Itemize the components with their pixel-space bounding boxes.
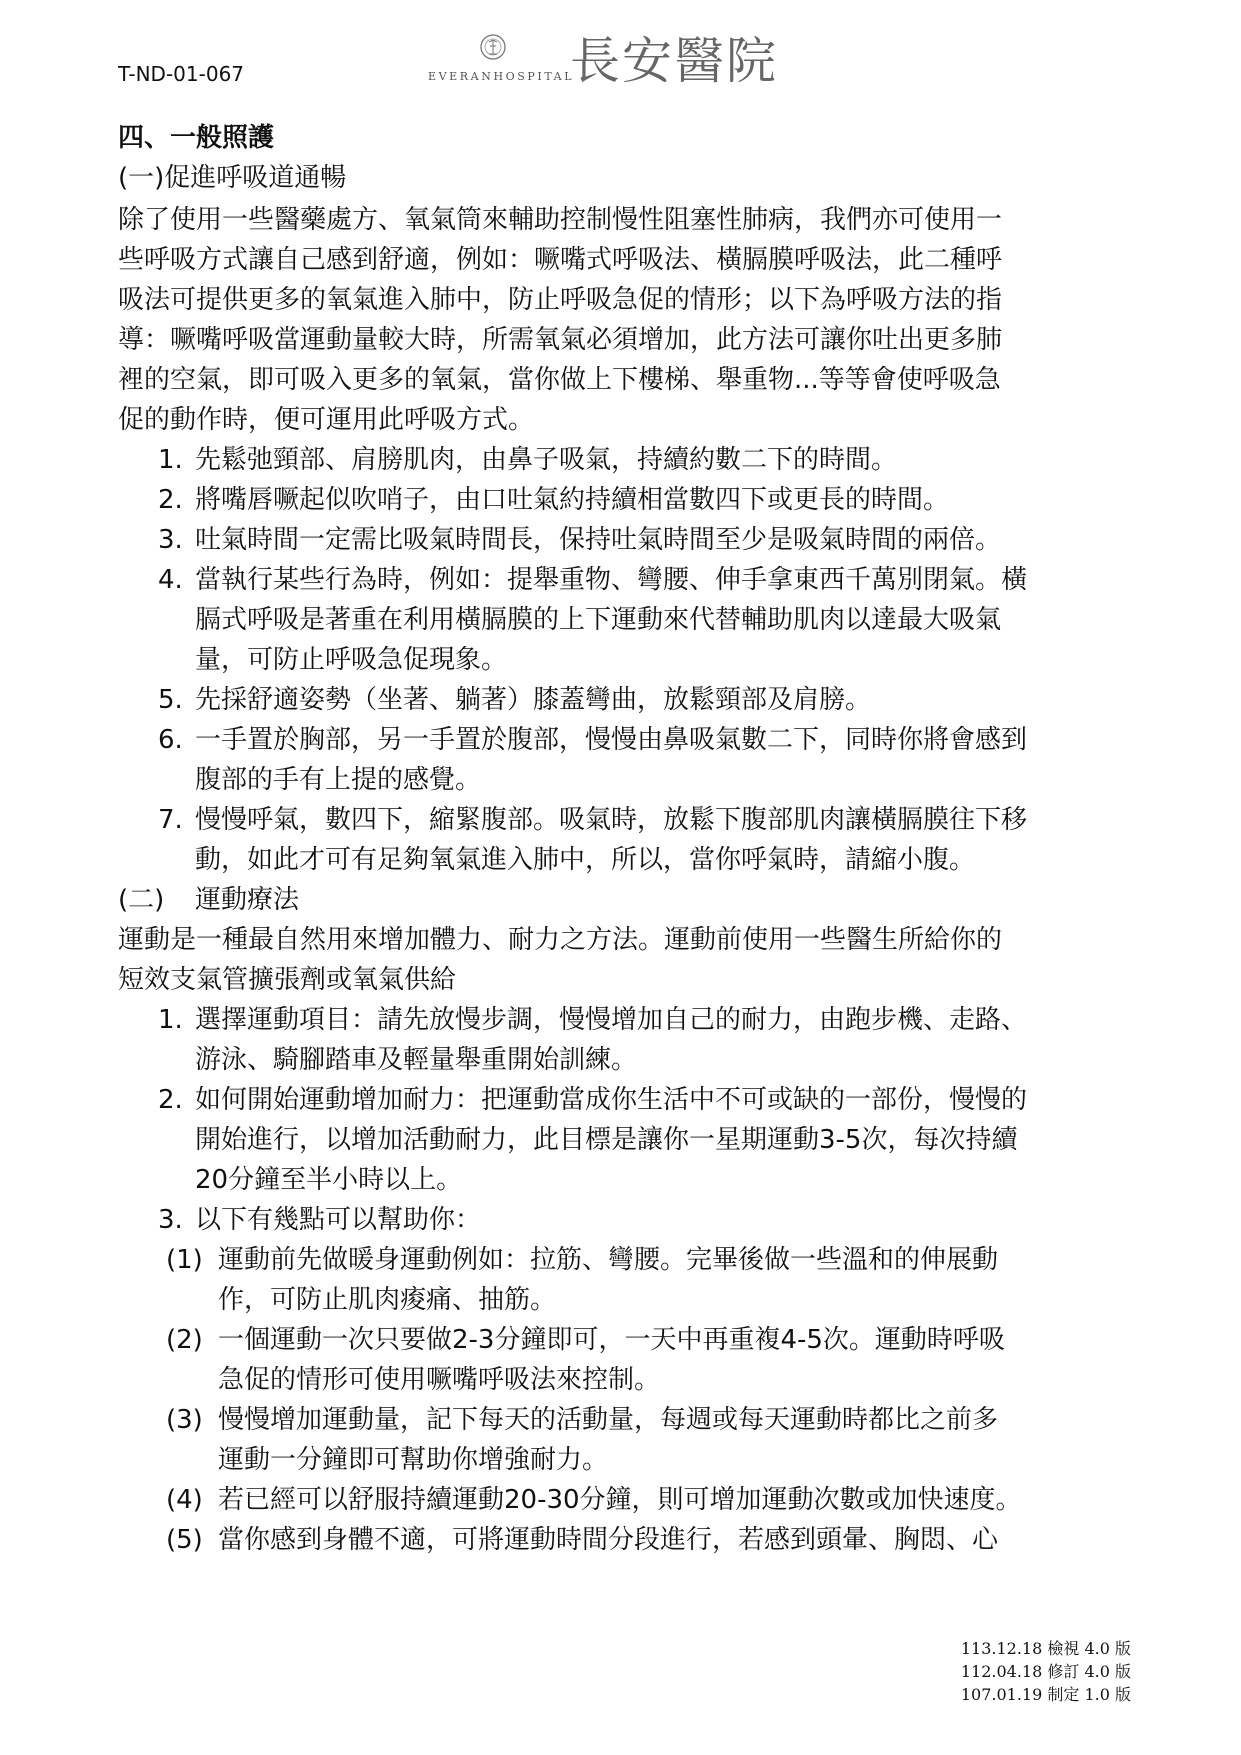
list-item-line: 慢慢增加運動量，記下每天的活動量，每週或每天運動時都比之前多	[218, 1405, 999, 1435]
list-item-line: 先採舒適姿勢（坐著、躺著）膝蓋彎曲，放鬆頸部及肩膀。	[195, 685, 872, 715]
revision-footer	[961, 1637, 1131, 1706]
list-number: (3)	[166, 1405, 203, 1435]
list-item-line: 開始進行，以增加活動耐力，此目標是讓你一星期運動3-5次，每次持續	[195, 1125, 1018, 1155]
list-item-line: 運動前先做暖身運動例如：拉筋、彎腰。完畢後做一些溫和的伸展動	[218, 1245, 999, 1275]
list-item-line: 運動一分鐘即可幫助你增強耐力。	[218, 1445, 609, 1475]
paragraph-line: 促的動作時，便可運用此呼吸方式。	[118, 405, 535, 435]
doc-code: T-ND-01-067	[118, 62, 245, 86]
revision-line: 113.12.18 檢視 4.0 版	[960, 1639, 1131, 1658]
revision-line: 112.04.18 修訂 4.0 版	[960, 1662, 1131, 1681]
list-item-line: 吐氣時間一定需比吸氣時間長，保持吐氣時間至少是吸氣時間的兩倍。	[195, 525, 1002, 555]
list-item-line: 腹部的手有上提的感覺。	[195, 765, 482, 795]
list-number: 1.	[158, 445, 183, 475]
list-item-line: 量，可防止呼吸急促現象。	[195, 645, 508, 675]
subsection-number: (二)	[118, 885, 165, 915]
list-number: 5.	[158, 685, 183, 715]
list-item-line: 一手置於胸部，另一手置於腹部，慢慢由鼻吸氣數二下，同時你將會感到	[195, 725, 1028, 755]
list-item-line: 以下有幾點可以幫助你：	[195, 1205, 482, 1235]
paragraph-line: 吸法可提供更多的氧氣進入肺中，防止呼吸急促的情形；以下為呼吸方法的指	[118, 285, 1003, 315]
list-number: 7.	[158, 805, 183, 835]
list-item-line: 作，可防止肌肉痠痛、抽筋。	[218, 1285, 557, 1315]
list-item-line: 游泳、騎腳踏車及輕量舉重開始訓練。	[195, 1045, 638, 1075]
list-item-line: 一個運動一次只要做2-3分鐘即可，一天中再重複4-5次。運動時呼吸	[218, 1325, 1005, 1355]
logo-english: EVERANHOSPITAL	[428, 70, 575, 83]
list-number: 6.	[158, 725, 183, 755]
list-item-line: 20分鐘至半小時以上。	[195, 1165, 463, 1195]
list-item-line: 將嘴唇噘起似吹哨子，由口吐氣約持續相當數四下或更長的時間。	[195, 485, 950, 515]
list-item-line: 先鬆弛頸部、肩膀肌肉，由鼻子吸氣，持續約數二下的時間。	[195, 445, 898, 475]
subsection-title: 運動療法	[195, 885, 300, 915]
list-item-line: 選擇運動項目：請先放慢步調，慢慢增加自己的耐力，由跑步機、走路、	[195, 1005, 1028, 1035]
list-item-line: 當執行某些行為時，例如：提舉重物、彎腰、伸手拿東西千萬別閉氣。橫	[195, 565, 1028, 595]
list-number: 4.	[158, 565, 183, 595]
hospital-emblem-icon	[478, 32, 508, 62]
list-number: (5)	[166, 1525, 203, 1555]
list-item-line: 若已經可以舒服持續運動20-30分鐘，則可增加運動次數或加快速度。	[218, 1485, 1022, 1515]
list-number: 3.	[158, 525, 183, 555]
list-number: (4)	[166, 1485, 203, 1515]
list-number: 2.	[158, 1085, 183, 1115]
list-item-line: 如何開始運動增加耐力：把運動當成你生活中不可或缺的一部份，慢慢的	[195, 1085, 1028, 1115]
hospital-logo	[428, 30, 828, 92]
list-item-line: 動，如此才可有足夠氧氣進入肺中，所以，當你呼氣時，請縮小腹。	[195, 845, 976, 875]
paragraph-line: 短效支氣管擴張劑或氧氣供給	[118, 965, 457, 995]
list-item-line: 膈式呼吸是著重在利用橫膈膜的上下運動來代替輔助肌肉以達最大吸氣	[195, 605, 1002, 635]
revision-line: 107.01.19 制定 1.0 版	[960, 1685, 1131, 1704]
list-number: 3.	[158, 1205, 183, 1235]
list-number: (1)	[166, 1245, 203, 1275]
paragraph-line: 除了使用一些醫藥處方、氧氣筒來輔助控制慢性阻塞性肺病，我們亦可使用一	[118, 205, 1003, 235]
paragraph-line: 導：噘嘴呼吸當運動量較大時，所需氧氣必須增加，此方法可讓你吐出更多肺	[118, 325, 1003, 355]
list-item-line: 當你感到身體不適，可將運動時間分段進行，若感到頭暈、胸悶、心	[218, 1525, 999, 1555]
paragraph-line: 運動是一種最自然用來增加體力、耐力之方法。運動前使用一些醫生所給你的	[118, 925, 1003, 955]
list-number: (2)	[166, 1325, 203, 1355]
logo-chinese: 長安醫院	[570, 32, 778, 90]
section-title: 四、一般照護	[118, 123, 275, 153]
paragraph-line: 裡的空氣，即可吸入更多的氧氣，當你做上下樓梯、舉重物...等等會使呼吸急	[118, 365, 1001, 395]
paragraph-line: 些呼吸方式讓自己感到舒適，例如：噘嘴式呼吸法、橫膈膜呼吸法，此二種呼	[118, 245, 1003, 275]
list-number: 2.	[158, 485, 183, 515]
list-item-line: 慢慢呼氣，數四下，縮緊腹部。吸氣時，放鬆下腹部肌肉讓橫膈膜往下移	[195, 805, 1028, 835]
list-number: 1.	[158, 1005, 183, 1035]
list-item-line: 急促的情形可使用噘嘴呼吸法來控制。	[218, 1365, 661, 1395]
subsection-title: (一)促進呼吸道通暢	[118, 163, 347, 193]
